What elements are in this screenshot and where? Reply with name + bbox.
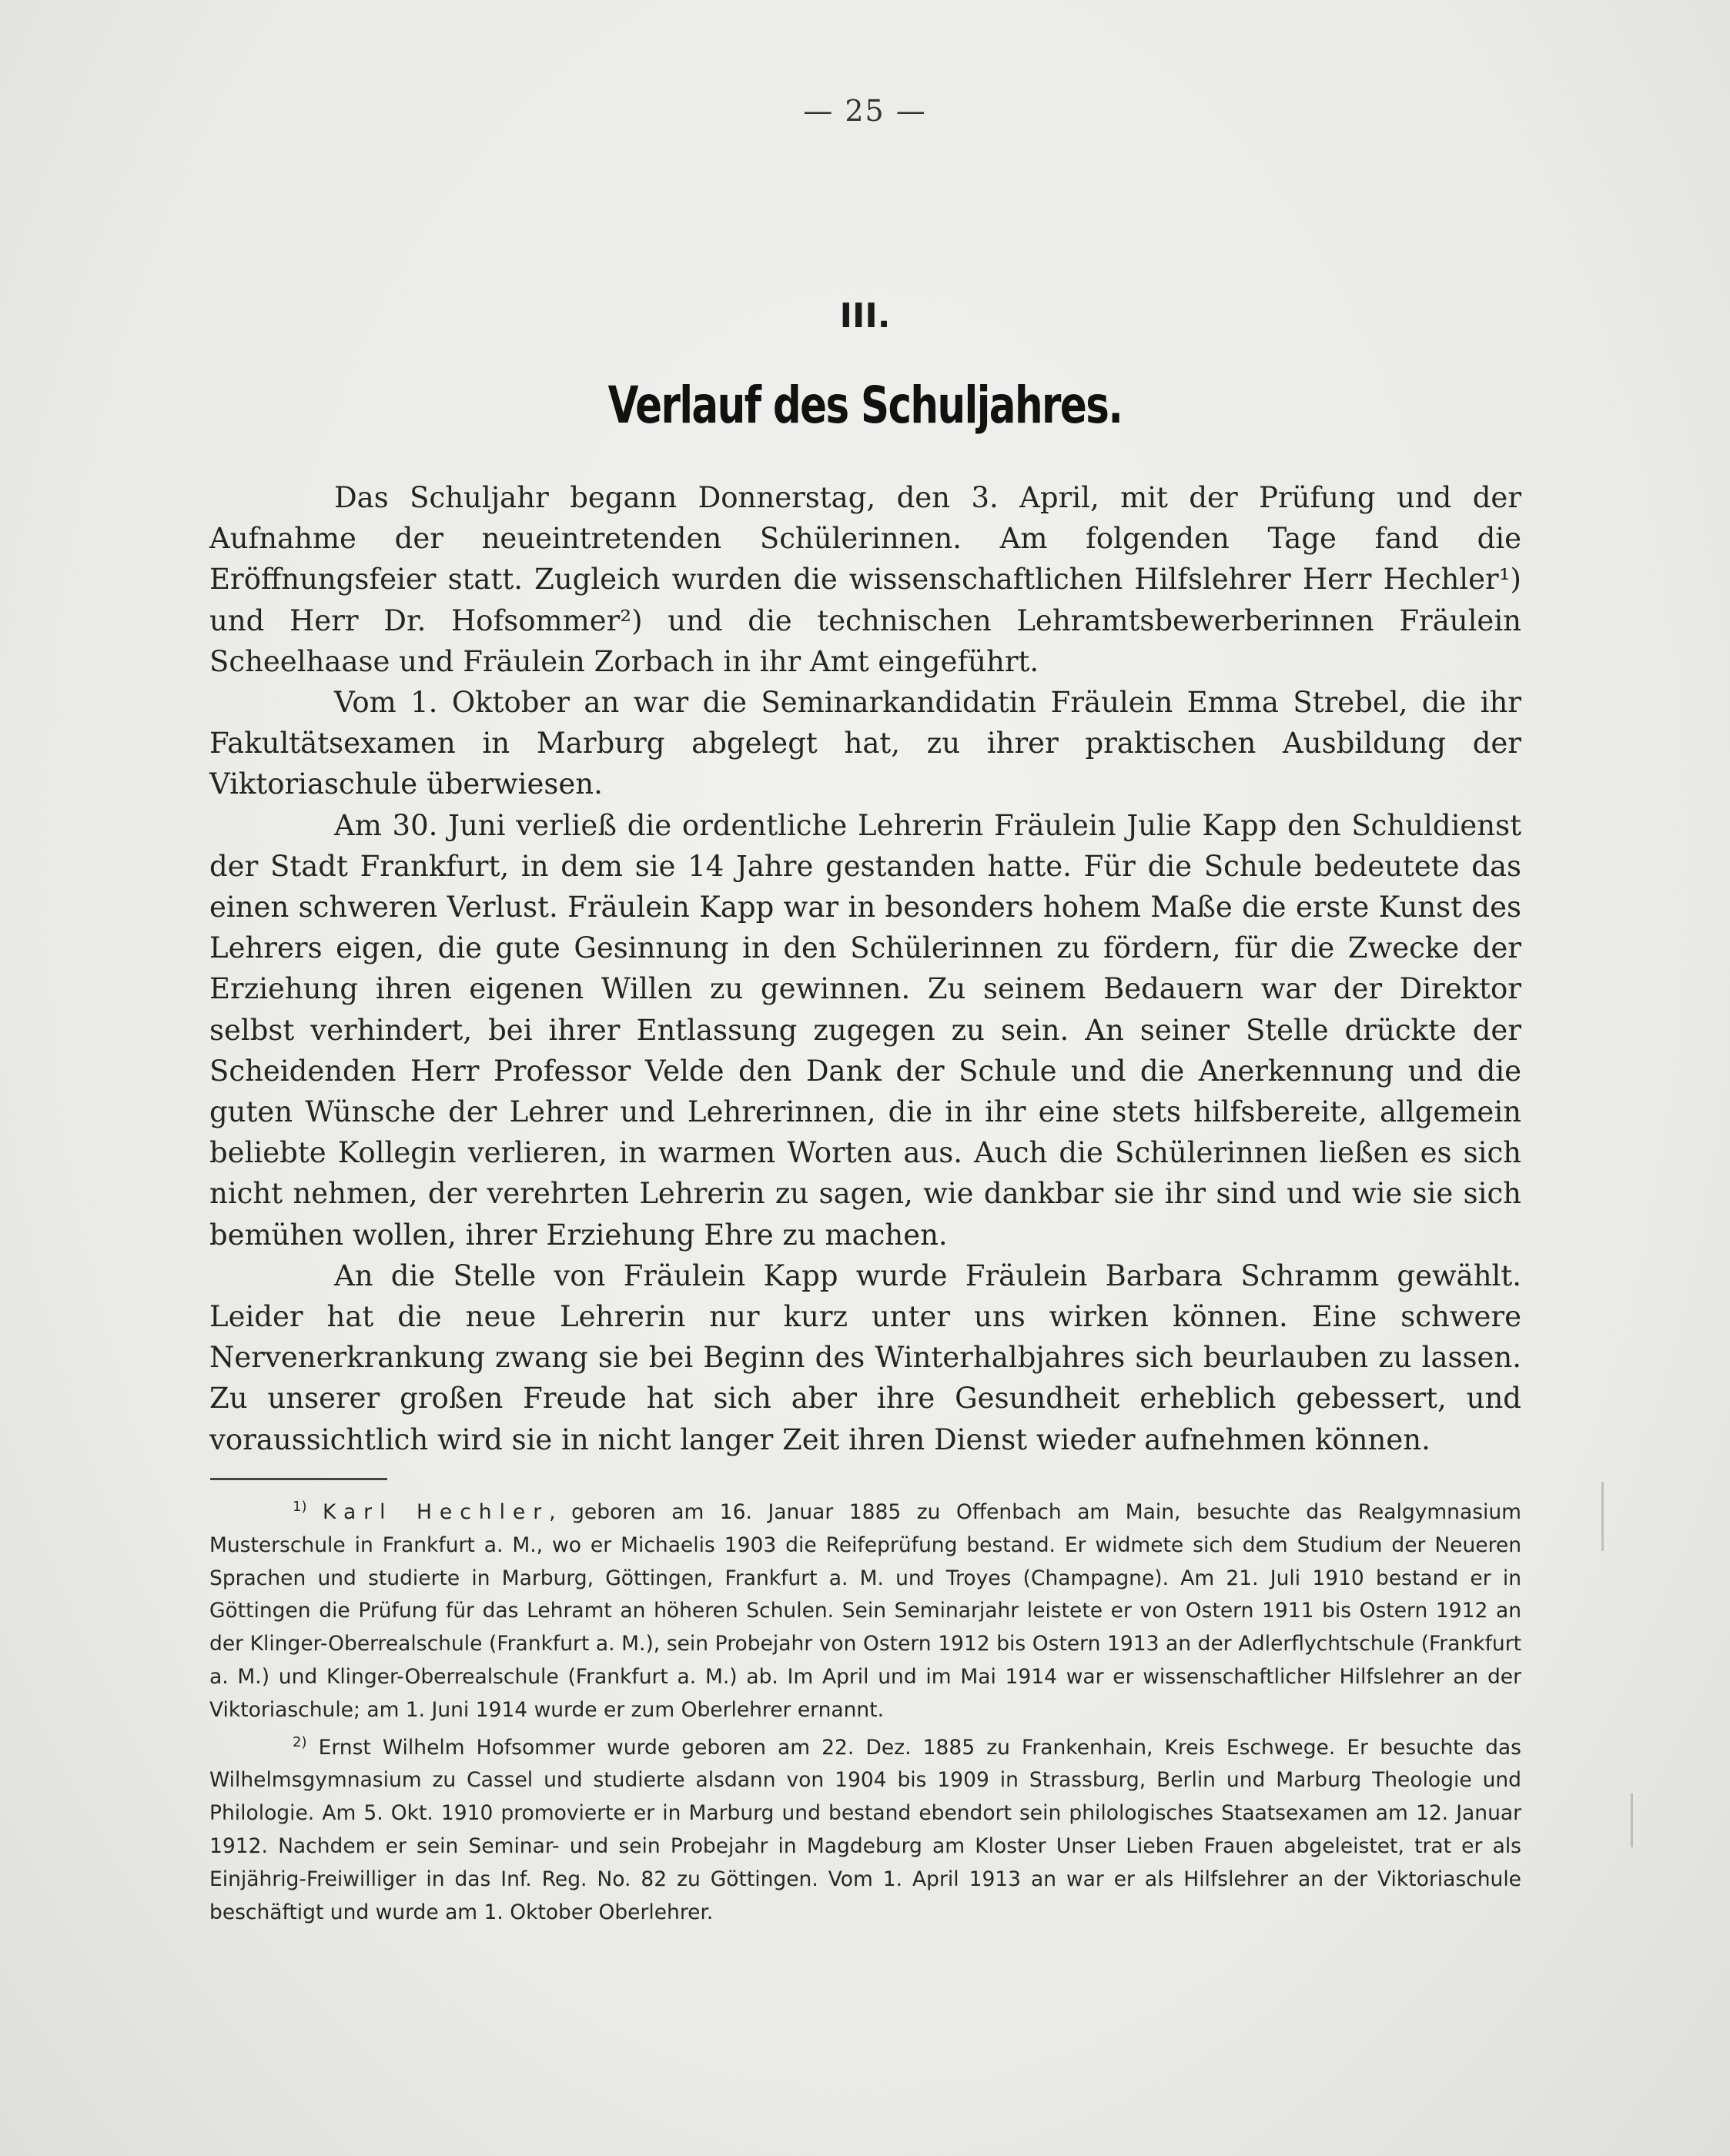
- footnote-text: Ernst Wilhelm Hofsommer wurde geboren am 22. Dez. 1885 zu Frankenhain, Kreis Eschwege. Er besuchte das Wilhelmsgymnasium zu Cassel und studierte alsdann von 1904 bis 1909 in Strassburg, Berlin und Marburg Theologie und Philologie. Am 5. Okt. 1910 promovierte er in Marburg und bestand ebendort sein philologisches Staatsexamen am 12. Januar 1912. Nachdem er sein Seminar- und sein Probejahr in Magdeburg am Kloster Unser Lieben Frauen abgeleistet, trat er als Einjährig-Freiwilliger in das Inf. Reg. No. 82 zu Göttingen. Vom 1. April 1913 an war er als Hilfslehrer an der Viktoriaschule beschäftigt und wurde am 1. Oktober Oberlehrer.: [209, 1735, 1521, 1924]
- footnote-2: [209, 1732, 1521, 1930]
- paragraph-1: Das Schuljahr begann Donnerstag, den 3. April, mit der Prüfung und der Aufnahme der neueintretenden Schülerinnen. Am folgenden Tage fand die Eröffnungsfeier statt. Zugleich wurden die wissenschaftlichen Hilfslehrer Herr Hechler¹) und Herr Dr. Hofsommer²) und die technischen Lehramtsbewerberinnen Fräulein Scheelhaase und Fräulein Zorbach in ihr Amt eingeführt.: [209, 481, 1521, 678]
- scan-artifact: [1601, 1482, 1604, 1551]
- footnote-divider: [210, 1478, 387, 1480]
- paragraph-4: An die Stelle von Fräulein Kapp wurde Fräulein Barbara Schramm gewählt. Leider hat die neue Lehrerin nur kurz unter uns wirken können. Eine schwere Nervenerkrankung zwang sie bei Beginn des Winterhalbjahres sich beurlauben zu lassen. Zu unserer großen Freude hat sich aber ihre Gesundheit erheblich gebessert, und voraussichtlich wird sie in nicht langer Zeit ihren Dienst wieder aufnehmen können.: [209, 1259, 1521, 1456]
- body-text: [209, 477, 1521, 1460]
- footnotes: [209, 1496, 1521, 1934]
- section-title: Verlauf des Schuljahres.: [607, 376, 1123, 435]
- footnote-marker: 1): [293, 1499, 307, 1516]
- section-numeral: III.: [839, 296, 891, 336]
- paragraph-2: Vom 1. Oktober an war die Seminarkandidatin Fräulein Emma Strebel, die ihr Fakultätsexamen in Marburg abgelegt hat, zu ihrer praktischen Ausbildung der Viktoriaschule überwiesen.: [209, 686, 1521, 801]
- paragraph-3: Am 30. Juni verließ die ordentliche Lehrerin Fräulein Julie Kapp den Schuldienst der Stadt Frankfurt, in dem sie 14 Jahre gestanden hatte. Für die Schule bedeutete das einen schweren Verlust. Fräulein Kapp war in besonders hohem Maße die erste Kunst des Lehrers eigen, die gute Gesinnung in den Schülerinnen zu fördern, für die Zwecke der Erziehung ihren eigenen Willen zu gewinnen. Zu seinem Bedauern war der Direktor selbst verhindert, bei ihrer Entlassung zugegen zu sein. An seiner Stelle drückte der Scheidenden Herr Professor Velde den Dank der Schule und die Anerkennung und die guten Wünsche der Lehrer und Lehrerinnen, die in ihr eine stets hilfsbereite, allgemein beliebte Kollegin verlieren, in warmen Worten aus. Auch die Schülerinnen ließen es sich nicht nehmen, der verehrten Lehrerin zu sagen, wie dankbar sie ihr sind und wie sie sich bemühen wollen, ihrer Erziehung Ehre zu machen.: [209, 808, 1521, 1252]
- footnote-text: , geboren am 16. Januar 1885 zu Offenbach am Main, besuchte das Realgymnasium Musterschule in Frankfurt a. M., wo er Michaelis 1903 die Reifeprüfung bestand. Er widmete sich dem Studium der Neueren Sprachen und studierte in Marburg, Göttingen, Frankfurt a. M. und Troyes (Champagne). Am 21. Juli 1910 bestand er in Göttingen die Prüfung für das Lehramt an höheren Schulen. Sein Seminarjahr leistete er von Ostern 1911 bis Ostern 1912 an der Klinger-Oberrealschule (Frankfurt a. M.), sein Probejahr von Ostern 1912 bis Ostern 1913 an der Adlerflychtschule (Frankfurt a. M.) und Klinger-Oberrealschule (Frankfurt a. M.) ab. Im April und im Mai 1914 war er wissenschaftlicher Hilfslehrer an der Viktoriaschule; am 1. Juni 1914 wurde er zum Oberlehrer ernannt.: [209, 1500, 1521, 1722]
- scan-artifact: [1631, 1793, 1633, 1847]
- page-number: — 25 —: [803, 94, 927, 128]
- footnote-1: [209, 1496, 1521, 1727]
- footnote-name: Karl Hechler: [323, 1500, 550, 1524]
- footnote-marker: 2): [293, 1733, 307, 1750]
